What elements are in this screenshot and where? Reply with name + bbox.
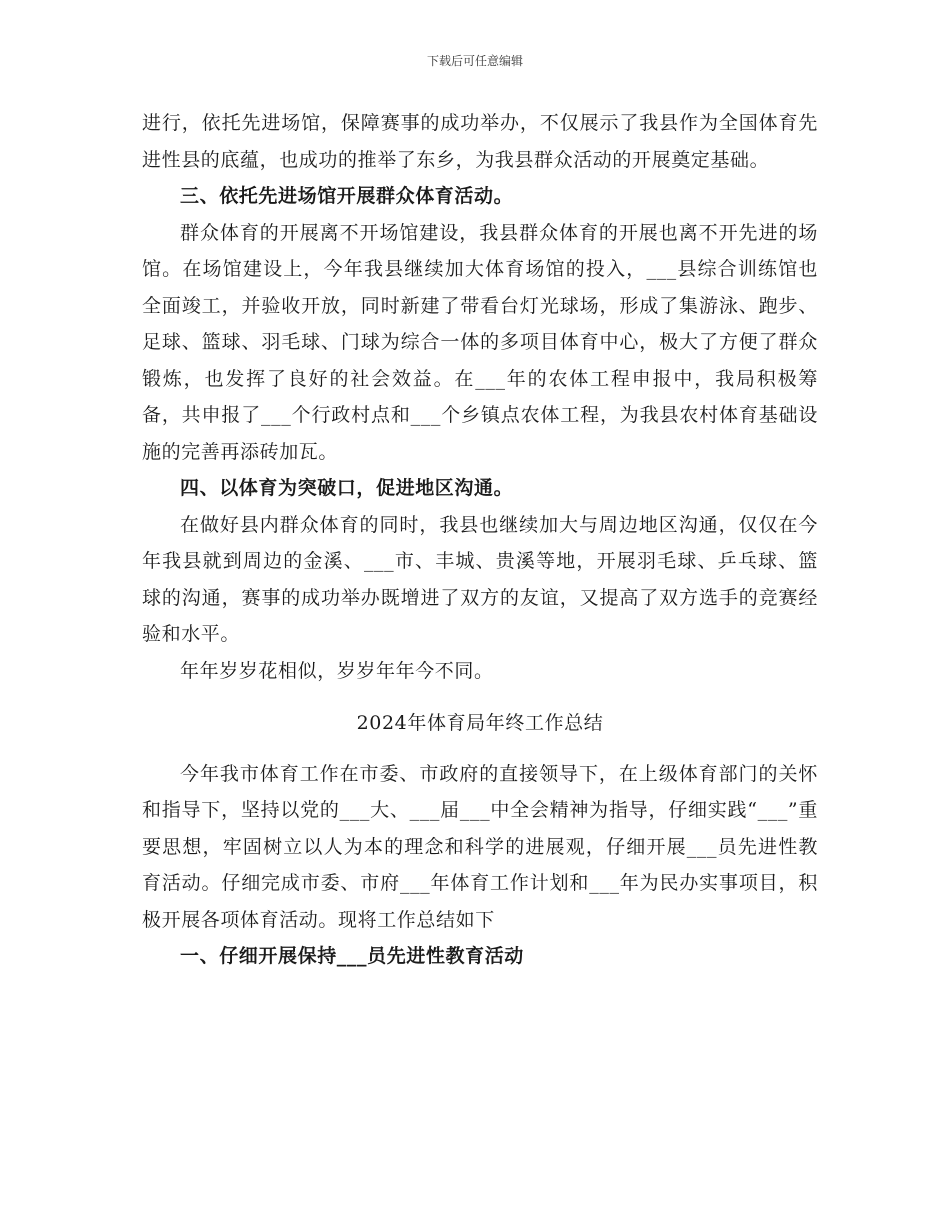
section-heading-4: 四、以体育为突破口，促进地区沟通。 xyxy=(180,477,514,499)
paragraph-continuation: 进行，依托先进场馆，保障赛事的成功举办，不仅展示了我县作为全国体育先进性县的底蕴，也成功的推举了东乡，为我县群众活动的开展奠定基础。 xyxy=(142,112,818,171)
paragraph-intro: 今年我市体育工作在市委、市政府的直接领导下，在上级体育部门的关怀和指导下，坚持以党的___大、___届___中全会精神为指导，仔细实践“___”重要思想，牢固树立以人为本的理念和科学的进展观，仔细开展___员先进性教育活动。仔细完成市委、市府___年体育工作计划和___年为民办实事项目，积极开展各项体育活动。现将工作总结如下 xyxy=(142,762,818,931)
document-title: 2024年体育局年终工作总结 xyxy=(356,712,604,734)
section-heading-1: 一、仔细开展保持___员先进性教育活动 xyxy=(180,945,524,967)
document-body xyxy=(142,105,818,975)
paragraph-venues: 群众体育的开展离不开场馆建设，我县群众体育的开展也离不开先进的场馆。在场馆建设上，今年我县继续加大体育场馆的投入，___县综合训练馆也全面竣工，并验收开放，同时新建了带看台灯光球场，形成了集游泳、跑步、足球、篮球、羽毛球、门球为综合一体的多项目体育中心，极大了方便了群众锻炼，也发挥了良好的社会效益。在___年的农体工程申报中，我局积极筹备，共申报了___个行政村点和___个乡镇点农体工程，为我县农村体育基础设施的完善再添砖加瓦。 xyxy=(142,221,818,463)
paragraph-exchange: 在做好县内群众体育的同时，我县也继续加大与周边地区沟通，仅仅在今年我县就到周边的金溪、___市、丰城、贵溪等地，开展羽毛球、乒乓球、篮球的沟通，赛事的成功举办既增进了双方的友谊，又提高了双方选手的竞赛经验和水平。 xyxy=(142,513,818,645)
page-header: 下载后可任意编辑 xyxy=(426,54,523,68)
section-heading-3: 三、依托先进场馆开展群众体育活动。 xyxy=(180,185,514,207)
paragraph-closing-line: 年年岁岁花相似，岁岁年年今不同。 xyxy=(180,659,494,682)
